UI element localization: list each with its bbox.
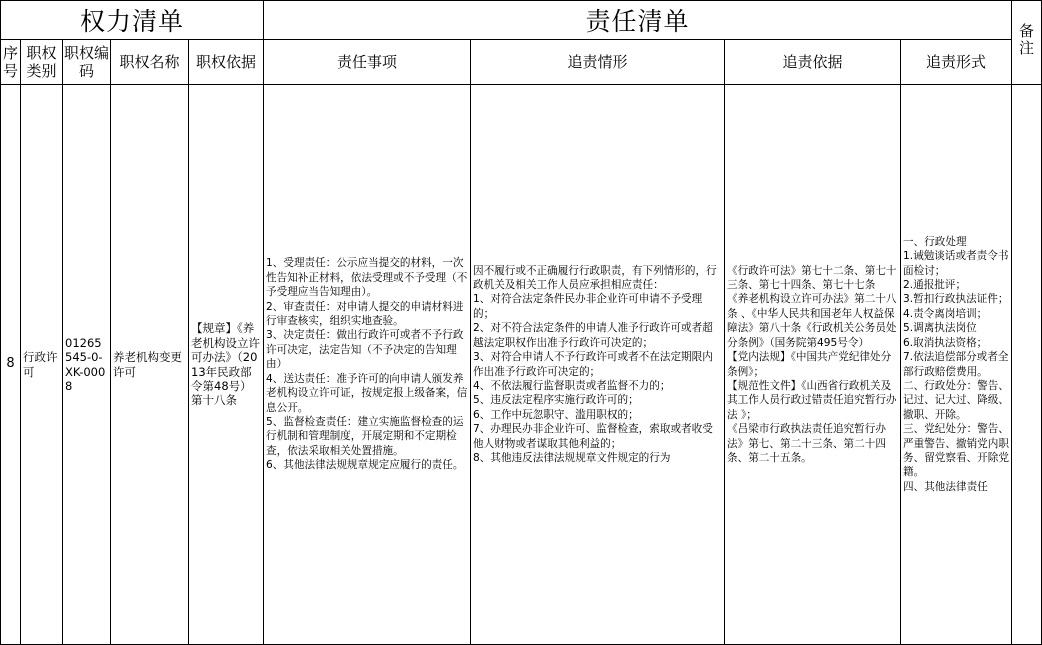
col-liability-form-header: 追责形式 bbox=[901, 40, 1012, 85]
row-duty: 1、受理责任：公示应当提交的材料，一次性告知补正材料，依法受理或不予受理（不予受理应当告知理由）。 2、审查责任：对申请人提交的申请材料进行审查核实，组织实地查验。 3、决定责任：做出行政许可或者不予行政许可决定，法定告知（不予决定的告知理由） 4、送达责任：准予许可的向申请人颁发养老机构设立许可证，按规定报上级备案，信息公开。 5、监督检查责任：建立实施监督检查的运行机制和管理制度，开展定期和不定期检查，依法采取相关处置措施。 6、其他法律法规规章规定应履行的责任。 bbox=[264, 85, 471, 645]
remarks-header bbox=[1012, 1, 1042, 85]
remarks-header-label: 备注 bbox=[1019, 22, 1035, 57]
col-liability-basis-header: 追责依据 bbox=[725, 40, 901, 85]
row-liability-form: 一、行政处理 1.诫勉谈话或者责令书面检讨； 2.通报批评； 3.暂扣行政执法证件； 4.责令离岗培训； 5.调离执法岗位 6.取消执法资格； 7.依法追偿部分或者全部行政赔偿费用。 二、行政处分：警告、记过、记大过、降级、撤职、开除。 三、党纪处分：警告、严重警告、撤销党内职务、留党察看、开除党籍。 四、其他法律责任 bbox=[901, 85, 1012, 645]
row-liability-basis: 《行政许可法》第七十二条、第七十三条、第七十四条、第七十七条 《养老机构设立许可办法》第二十八条 、《中华人民共和国老年人权益保障法》第八十条《行政机关公务员处分条例》（国务院第495号令） 【党内法规】《中国共产党纪律处分条例》； 【规范性文件】《山西省行政机关及其工作人员行政过错责任追究暂行办法 》； 《吕梁市行政执法责任追究暂行办法》第七、第二十三条、第二十四条、第二十五条。 bbox=[725, 85, 901, 645]
col-code-header: 职权编码 bbox=[63, 40, 111, 85]
col-category-header: 职权类别 bbox=[21, 40, 63, 85]
row-basis: 【规章】《养老机构设立许可办法》（2013年民政部令第48号） 第十八条 bbox=[189, 85, 264, 645]
col-duty-header: 责任事项 bbox=[264, 40, 471, 85]
row-seq: 8 bbox=[1, 85, 21, 645]
row-situation: 因不履行或不正确履行行政职责，有下列情形的，行政机关及相关工作人员应承担相应责任： 1、对符合法定条件民办非企业许可申请不予受理的； 2、对不符合法定条件的申请人准予行政许可或者超越法定职权作出准予行政许可决定的； 3、对符合申请人不予行政许可或者不在法定期限内作出准予行政许可决定的； 4、不依法履行监督职责或者监督不力的； 5、违反法定程序实施行政许可的； 6、工作中玩忽职守、滥用职权的； 7、办理民办非企业许可、监督检查，索取或者收受他人财物或者谋取其他利益的； 8、其他违反法律法规规章文件规定的行为 bbox=[471, 85, 725, 645]
row-remarks bbox=[1012, 85, 1042, 645]
col-situation-header: 追责情形 bbox=[471, 40, 725, 85]
table-row bbox=[1, 85, 1042, 645]
col-seq-header: 序号 bbox=[1, 40, 21, 85]
col-basis-header: 职权依据 bbox=[189, 40, 264, 85]
responsibility-list-header: 责任清单 bbox=[264, 1, 1012, 40]
row-code: 01265545-0-XK-0008 bbox=[63, 85, 111, 645]
power-list-header: 权力清单 bbox=[1, 1, 264, 40]
row-category: 行政许可 bbox=[21, 85, 63, 645]
row-name: 养老机构变更许可 bbox=[111, 85, 189, 645]
col-name-header: 职权名称 bbox=[111, 40, 189, 85]
